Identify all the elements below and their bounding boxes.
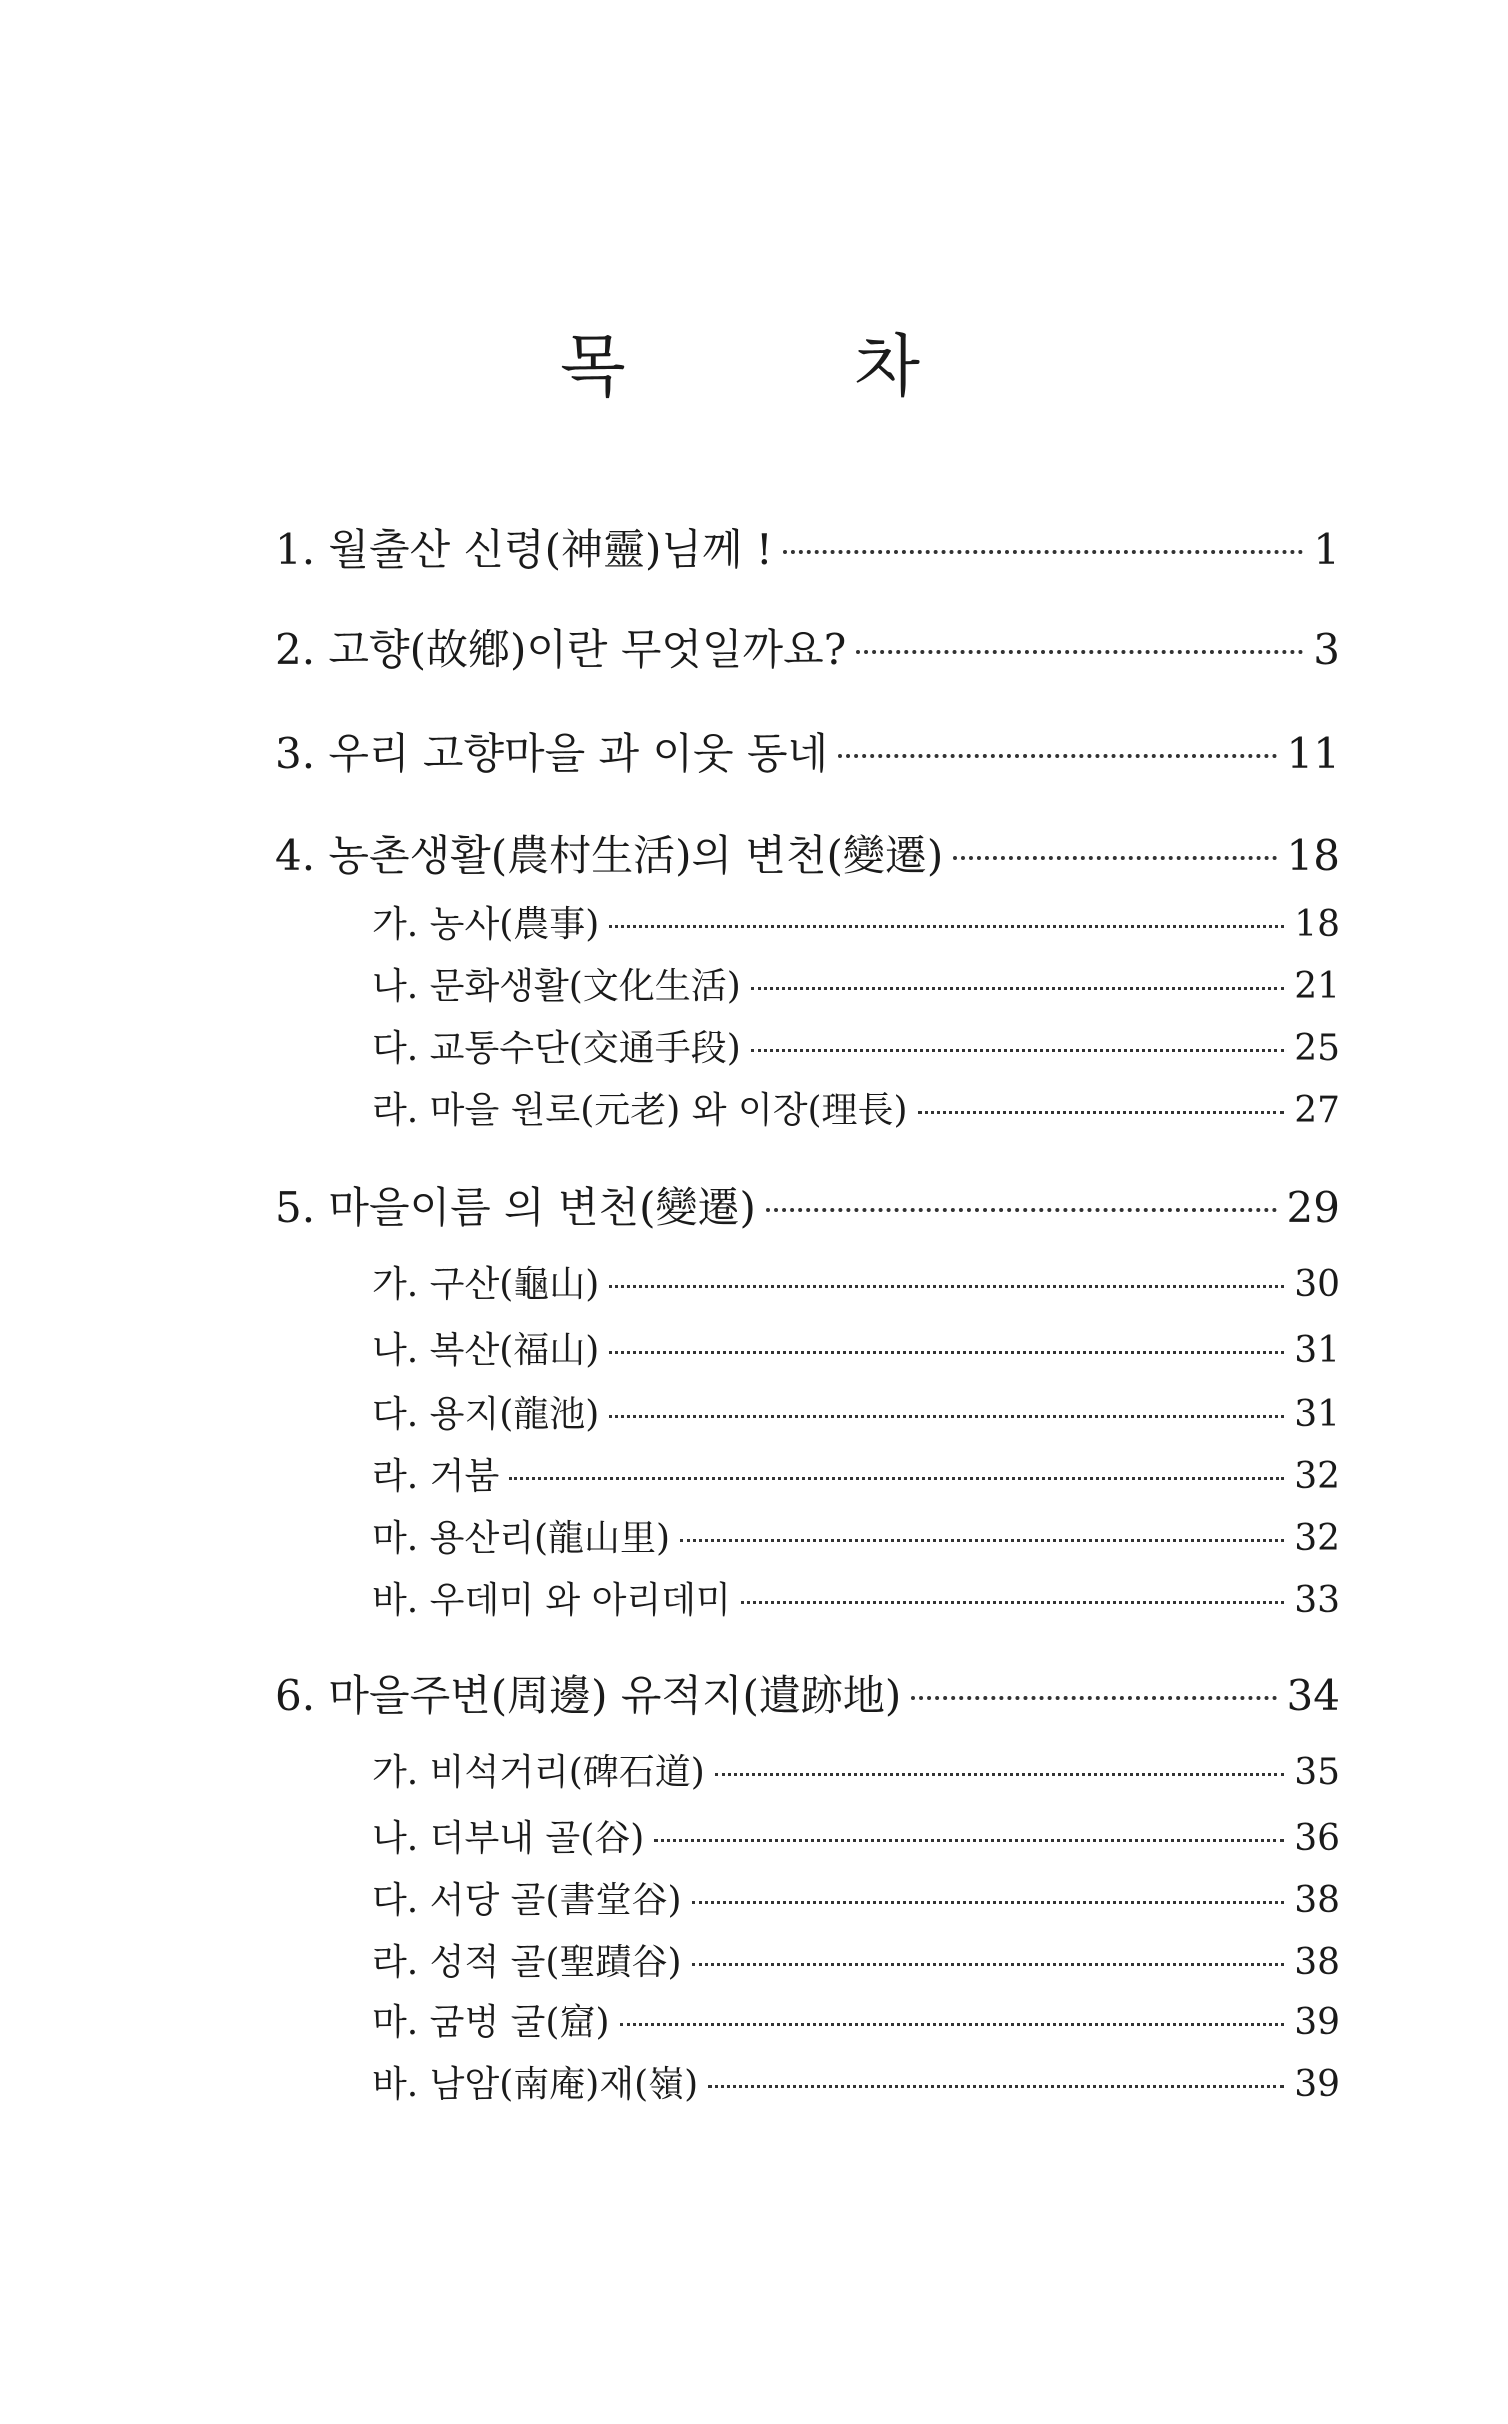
toc-chapter-entry [275, 1668, 1340, 1724]
toc-entry-label: 3. 우리 고향마을 과 이웃 동네 [275, 729, 829, 778]
toc-entry-label: 6. 마을주변(周邊) 유적지(遺跡地) [275, 1671, 902, 1720]
title-char-2: 차 [854, 328, 920, 407]
toc-page-number: 3 [1313, 625, 1340, 674]
title-char-1: 목 [560, 328, 626, 407]
toc-page-number: 21 [1294, 966, 1340, 1007]
toc-entry-label: 마. 굼벙 굴(窟) [372, 2002, 610, 2043]
toc-entry-label: 다. 용지(龍池) [372, 1394, 600, 1435]
toc-entry-label: 가. 비석거리(碑石道) [372, 1752, 705, 1793]
dot-leader [680, 1539, 1284, 1542]
toc-page-number: 18 [1294, 904, 1340, 945]
toc-section-entry [372, 1750, 1340, 1796]
toc-page-number: 38 [1294, 1880, 1340, 1921]
toc-page-number: 31 [1294, 1394, 1340, 1435]
toc-page-number: 38 [1294, 1942, 1340, 1983]
toc-entry-label: 마. 용산리(龍山里) [372, 1518, 671, 1559]
toc-page-number: 1 [1313, 525, 1340, 574]
dot-leader [609, 925, 1284, 928]
toc-page-number: 30 [1294, 1264, 1340, 1305]
dot-leader [766, 1208, 1277, 1212]
toc-entry-label: 라. 성적 골(聖蹟谷) [372, 1942, 682, 1983]
toc-section-entry [372, 1262, 1340, 1308]
dot-leader [692, 1901, 1285, 1904]
toc-page-number: 39 [1294, 2064, 1340, 2105]
toc-chapter-entry [275, 726, 1340, 782]
toc-section-entry [372, 1940, 1340, 1986]
dot-leader [620, 2023, 1285, 2026]
toc-section-entry [372, 902, 1340, 948]
toc-page-number: 31 [1294, 1330, 1340, 1371]
dot-leader [741, 1601, 1284, 1604]
dot-leader [609, 1351, 1284, 1354]
dot-leader [751, 1049, 1284, 1052]
toc-entry-label: 4. 농촌생활(農村生活)의 변천(變遷) [275, 831, 944, 880]
dot-leader [509, 1477, 1284, 1480]
toc-entry-label: 라. 거붐 [372, 1456, 500, 1497]
dot-leader [838, 754, 1276, 758]
dot-leader [692, 1963, 1285, 1966]
dot-leader [715, 1773, 1284, 1776]
toc-page-number: 34 [1286, 1671, 1340, 1720]
toc-page-number: 33 [1294, 1580, 1340, 1621]
toc-page-number: 32 [1294, 1456, 1340, 1497]
toc-entry-label: 다. 교통수단(交通手段) [372, 1028, 741, 1069]
dot-leader [609, 1415, 1284, 1418]
toc-entry-label: 나. 더부내 골(谷) [372, 1818, 645, 1859]
toc-page-number: 25 [1294, 1028, 1340, 1069]
toc-page-number: 11 [1286, 729, 1340, 778]
toc-section-entry [372, 1392, 1340, 1438]
dot-leader [654, 1839, 1284, 1842]
toc-entry-label: 나. 문화생활(文化生活) [372, 966, 741, 1007]
toc-section-entry [372, 1026, 1340, 1072]
toc-page-number: 39 [1294, 2002, 1340, 2043]
dot-leader [708, 2085, 1284, 2088]
toc-section-entry [372, 1328, 1340, 1374]
toc-chapter-entry [275, 522, 1340, 578]
toc-entry-label: 바. 우데미 와 아리데미 [372, 1580, 731, 1621]
toc-section-entry [372, 1454, 1340, 1500]
toc-section-entry [372, 1816, 1340, 1862]
toc-section-entry [372, 1878, 1340, 1924]
toc-page-number: 35 [1294, 1752, 1340, 1793]
toc-section-entry [372, 1088, 1340, 1134]
toc-entry-label: 5. 마을이름 의 변천(變遷) [275, 1183, 756, 1232]
toc-section-entry [372, 1578, 1340, 1624]
toc-page-number: 32 [1294, 1518, 1340, 1559]
toc-entry-label: 가. 구산(龜山) [372, 1264, 600, 1305]
toc-section-entry [372, 1516, 1340, 1562]
toc-entry-label: 2. 고향(故鄕)이란 무엇일까요? [275, 625, 847, 674]
toc-page-number: 29 [1286, 1183, 1340, 1232]
toc-entry-label: 바. 남암(南庵)재(嶺) [372, 2064, 699, 2105]
toc-section-entry [372, 964, 1340, 1010]
toc-chapter-entry [275, 828, 1340, 884]
dot-leader [918, 1111, 1285, 1114]
toc-section-entry [372, 2062, 1340, 2108]
dot-leader [751, 987, 1284, 990]
dot-leader [609, 1285, 1284, 1288]
toc-page-number: 18 [1286, 831, 1340, 880]
dot-leader [856, 650, 1303, 654]
toc-section-entry [372, 2000, 1340, 2046]
toc-entry-label: 다. 서당 골(書堂谷) [372, 1880, 682, 1921]
toc-entry-label: 라. 마을 원로(元老) 와 이장(理長) [372, 1090, 908, 1131]
toc-chapter-entry [275, 1180, 1340, 1236]
toc-entry-label: 1. 월출산 신령(神靈)님께 ! [275, 525, 773, 574]
toc-entry-label: 가. 농사(農事) [372, 904, 600, 945]
toc-entry-label: 나. 복산(福山) [372, 1330, 600, 1371]
dot-leader [783, 550, 1303, 554]
dot-leader [953, 856, 1276, 860]
toc-page-number: 27 [1294, 1090, 1340, 1131]
toc-page-number: 36 [1294, 1818, 1340, 1859]
dot-leader [911, 1696, 1276, 1700]
toc-chapter-entry [275, 622, 1340, 678]
